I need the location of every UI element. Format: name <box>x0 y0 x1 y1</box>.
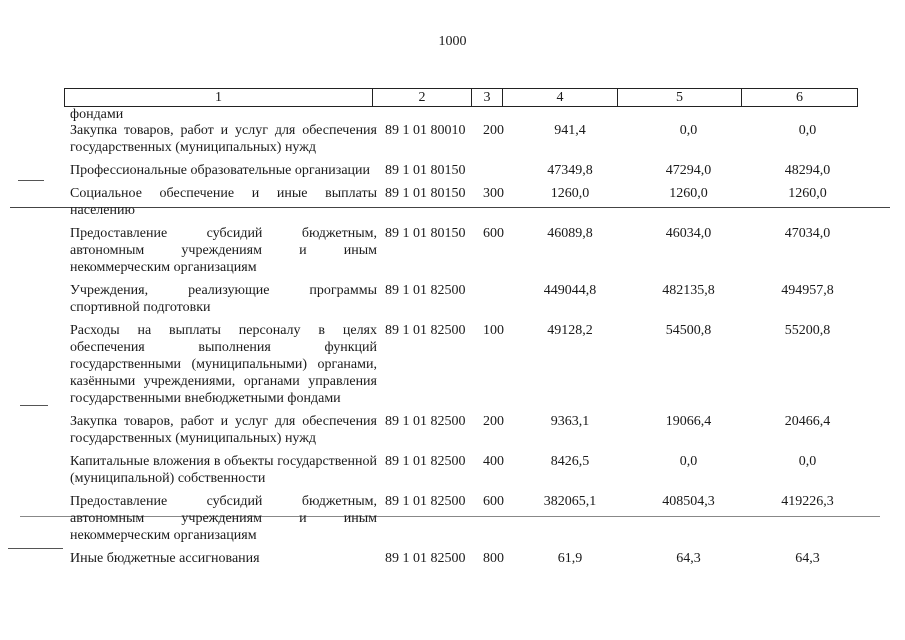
table-row <box>64 453 865 493</box>
budget-table <box>64 108 865 573</box>
row-value-1: 941,4 <box>554 123 586 138</box>
table-row <box>64 282 865 322</box>
column-header: 1 <box>65 89 373 107</box>
row-value-2: 47294,0 <box>665 163 712 178</box>
column-header-row <box>65 89 858 107</box>
row-value-3: 0,0 <box>798 454 817 469</box>
row-expense-kind: 400 <box>483 454 504 469</box>
row-value-2: 54500,8 <box>665 323 712 338</box>
table-row <box>64 108 865 122</box>
row-expense-kind: 100 <box>483 323 504 338</box>
row-value-2: 0,0 <box>679 454 698 469</box>
row-value-2: 482135,8 <box>662 283 715 298</box>
column-header: 6 <box>742 89 858 107</box>
row-value-3: 64,3 <box>795 551 820 566</box>
row-value-3: 20466,4 <box>784 414 831 429</box>
column-header: 4 <box>503 89 618 107</box>
row-value-1: 449044,8 <box>543 283 597 298</box>
table-row <box>64 122 865 162</box>
row-value-1: 49128,2 <box>547 323 593 338</box>
row-code: 89 1 01 80150 <box>385 163 466 178</box>
row-value-1: 9363,1 <box>550 414 590 429</box>
row-name: Расходы на выплаты персоналу в целях обеспечения выполнения функций государственными (муниципальными) органами, казёнными учреждениями, органами управления государственными внебюджетными фондами <box>70 323 377 406</box>
row-value-1 <box>513 108 627 122</box>
row-code <box>379 108 483 122</box>
row-value-2: 64,3 <box>676 551 701 566</box>
row-code: 89 1 01 80150 <box>385 226 466 241</box>
row-name: Профессиональные образовательные организации <box>70 163 371 178</box>
row-value-3: 48294,0 <box>784 163 831 178</box>
column-header: 5 <box>618 89 742 107</box>
row-name: Социальное обеспечение и иные выплаты населению <box>70 186 377 218</box>
row-value-3: 47034,0 <box>784 226 831 241</box>
row-value-2: 1260,0 <box>669 186 708 201</box>
row-value-1: 61,9 <box>557 551 583 566</box>
row-code: 89 1 01 82500 <box>385 494 466 509</box>
row-expense-kind: 600 <box>483 226 504 241</box>
scan-artifact-line <box>8 548 63 549</box>
row-value-3: 419226,3 <box>781 494 834 509</box>
column-header: 2 <box>373 89 472 107</box>
row-value-1: 8426,5 <box>550 454 590 469</box>
row-value-2 <box>627 108 750 122</box>
row-expense-kind: 200 <box>483 123 504 138</box>
row-value-1: 47349,8 <box>547 163 593 178</box>
row-value-2: 408504,3 <box>662 494 715 509</box>
row-name: Иные бюджетные ассигнования <box>70 551 260 566</box>
row-name: фондами <box>70 107 124 122</box>
row-code: 89 1 01 82500 <box>385 414 466 429</box>
table-row <box>64 162 865 185</box>
row-expense-kind <box>483 108 513 122</box>
row-name: Закупка товаров, работ и услуг для обеспечения государственных (муниципальных) нужд <box>70 414 377 446</box>
row-code: 89 1 01 80010 <box>385 123 466 138</box>
row-expense-kind: 200 <box>483 414 504 429</box>
row-code: 89 1 01 82500 <box>385 323 466 338</box>
scan-artifact-line <box>20 405 48 406</box>
row-value-3: 55200,8 <box>784 323 831 338</box>
row-name: Учреждения, реализующие программы спортивной подготовки <box>70 283 377 315</box>
row-code: 89 1 01 80150 <box>385 186 466 201</box>
row-value-3 <box>750 108 865 122</box>
row-expense-kind <box>483 162 513 185</box>
table-row <box>64 550 865 573</box>
column-header-table <box>64 88 858 107</box>
row-code: 89 1 01 82500 <box>385 283 466 298</box>
row-expense-kind: 600 <box>483 494 504 509</box>
row-name: Предоставление субсидий бюджетным, автономным учреждениям и иным некоммерческим организациям <box>70 494 377 543</box>
column-header: 3 <box>472 89 503 107</box>
row-value-1: 1260,0 <box>550 186 590 201</box>
row-value-3: 494957,8 <box>781 283 834 298</box>
row-value-3: 1260,0 <box>788 186 827 201</box>
table-row <box>64 493 865 550</box>
row-value-1: 382065,1 <box>543 494 597 509</box>
row-value-2: 19066,4 <box>665 414 712 429</box>
row-name: Закупка товаров, работ и услуг для обеспечения государственных (муниципальных) нужд <box>70 123 377 155</box>
budget-table-body <box>64 108 865 573</box>
row-value-2: 0,0 <box>679 123 698 138</box>
row-expense-kind: 300 <box>483 186 504 201</box>
row-value-2: 46034,0 <box>665 226 712 241</box>
row-value-3: 0,0 <box>798 123 817 138</box>
row-code: 89 1 01 82500 <box>385 454 466 469</box>
row-name: Капитальные вложения в объекты государственной (муниципальной) собственности <box>70 454 377 486</box>
table-row <box>64 185 865 225</box>
row-expense-kind <box>483 282 513 322</box>
page-number: 1000 <box>438 34 467 49</box>
row-expense-kind: 800 <box>483 551 504 566</box>
table-row <box>64 322 865 413</box>
row-code: 89 1 01 82500 <box>385 551 466 566</box>
row-name: Предоставление субсидий бюджетным, автономным учреждениям и иным некоммерческим организациям <box>70 226 377 275</box>
table-row <box>64 413 865 453</box>
row-value-1: 46089,8 <box>547 226 593 241</box>
scan-artifact-line <box>18 180 44 181</box>
table-row <box>64 225 865 282</box>
